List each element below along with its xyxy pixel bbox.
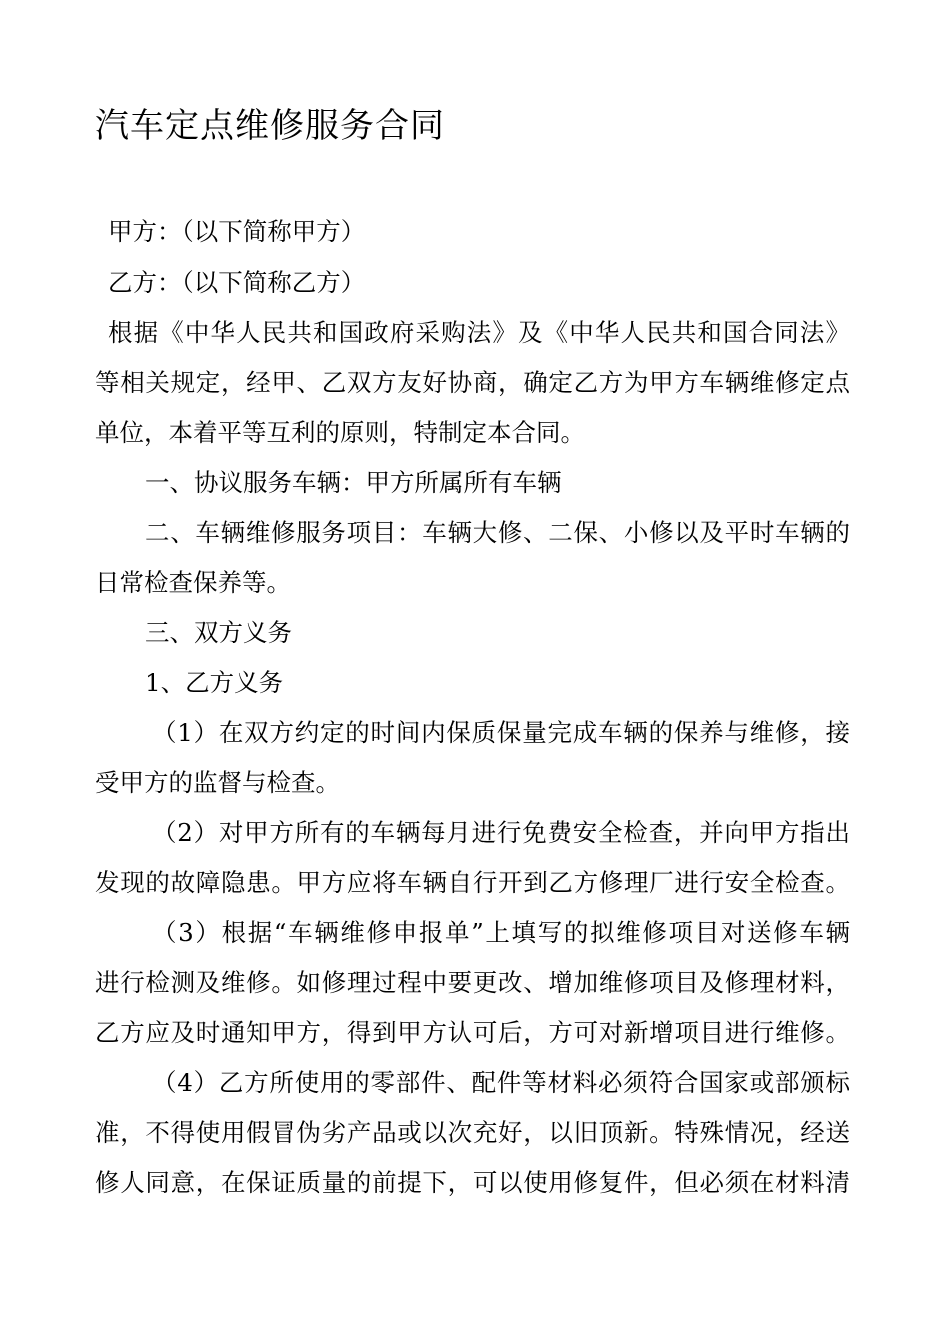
item-paragraph-line: 修人同意，在保证质量的前提下，可以使用修复件，但必须在材料清 bbox=[95, 1168, 850, 1197]
intro-paragraph-line: 等相关规定，经甲、乙双方友好协商，确定乙方为甲方车辆维修定点 bbox=[95, 368, 850, 397]
item-paragraph-line: 发现的故障隐患。甲方应将车辆自行开到乙方修理厂进行安全检查。 bbox=[95, 868, 850, 897]
party-a-line: 甲方：（以下简称甲方） bbox=[108, 217, 366, 246]
subclause-heading: 1、乙方义务 bbox=[145, 668, 284, 697]
clause-paragraph-line: 二、车辆维修服务项目：车辆大修、二保、小修以及平时车辆的 bbox=[145, 518, 850, 547]
clause-heading: 三、双方义务 bbox=[145, 618, 292, 647]
item-paragraph-line: 受甲方的监督与检查。 bbox=[95, 768, 340, 797]
item-paragraph-line: （1）在双方约定的时间内保质保量完成车辆的保养与维修，接 bbox=[152, 718, 850, 747]
document-title: 汽车定点维修服务合同 bbox=[95, 106, 445, 146]
intro-paragraph-line: 单位，本着平等互利的原则，特制定本合同。 bbox=[95, 418, 585, 447]
clause-heading: 一、协议服务车辆：甲方所属所有车辆 bbox=[145, 468, 562, 497]
party-b-line: 乙方：（以下简称乙方） bbox=[108, 268, 366, 297]
item-paragraph-line: 准，不得使用假冒伪劣产品或以次充好，以旧顶新。特殊情况，经送 bbox=[95, 1118, 850, 1147]
item-paragraph-line: 乙方应及时通知甲方，得到甲方认可后，方可对新增项目进行维修。 bbox=[95, 1018, 850, 1047]
item-paragraph-line: 进行检测及维修。如修理过程中要更改、增加维修项目及修理材料， bbox=[95, 968, 850, 997]
item-paragraph-line: （4）乙方所使用的零部件、配件等材料必须符合国家或部颁标 bbox=[152, 1068, 850, 1097]
item-paragraph-line: （2）对甲方所有的车辆每月进行免费安全检查，并向甲方指出 bbox=[152, 818, 850, 847]
clause-paragraph-line: 日常检查保养等。 bbox=[95, 568, 291, 597]
intro-paragraph-line: 根据《中华人民共和国政府采购法》及《中华人民共和国合同法》 bbox=[108, 318, 850, 347]
item-paragraph-line: （3）根据“车辆维修申报单”上填写的拟维修项目对送修车辆 bbox=[152, 918, 850, 947]
